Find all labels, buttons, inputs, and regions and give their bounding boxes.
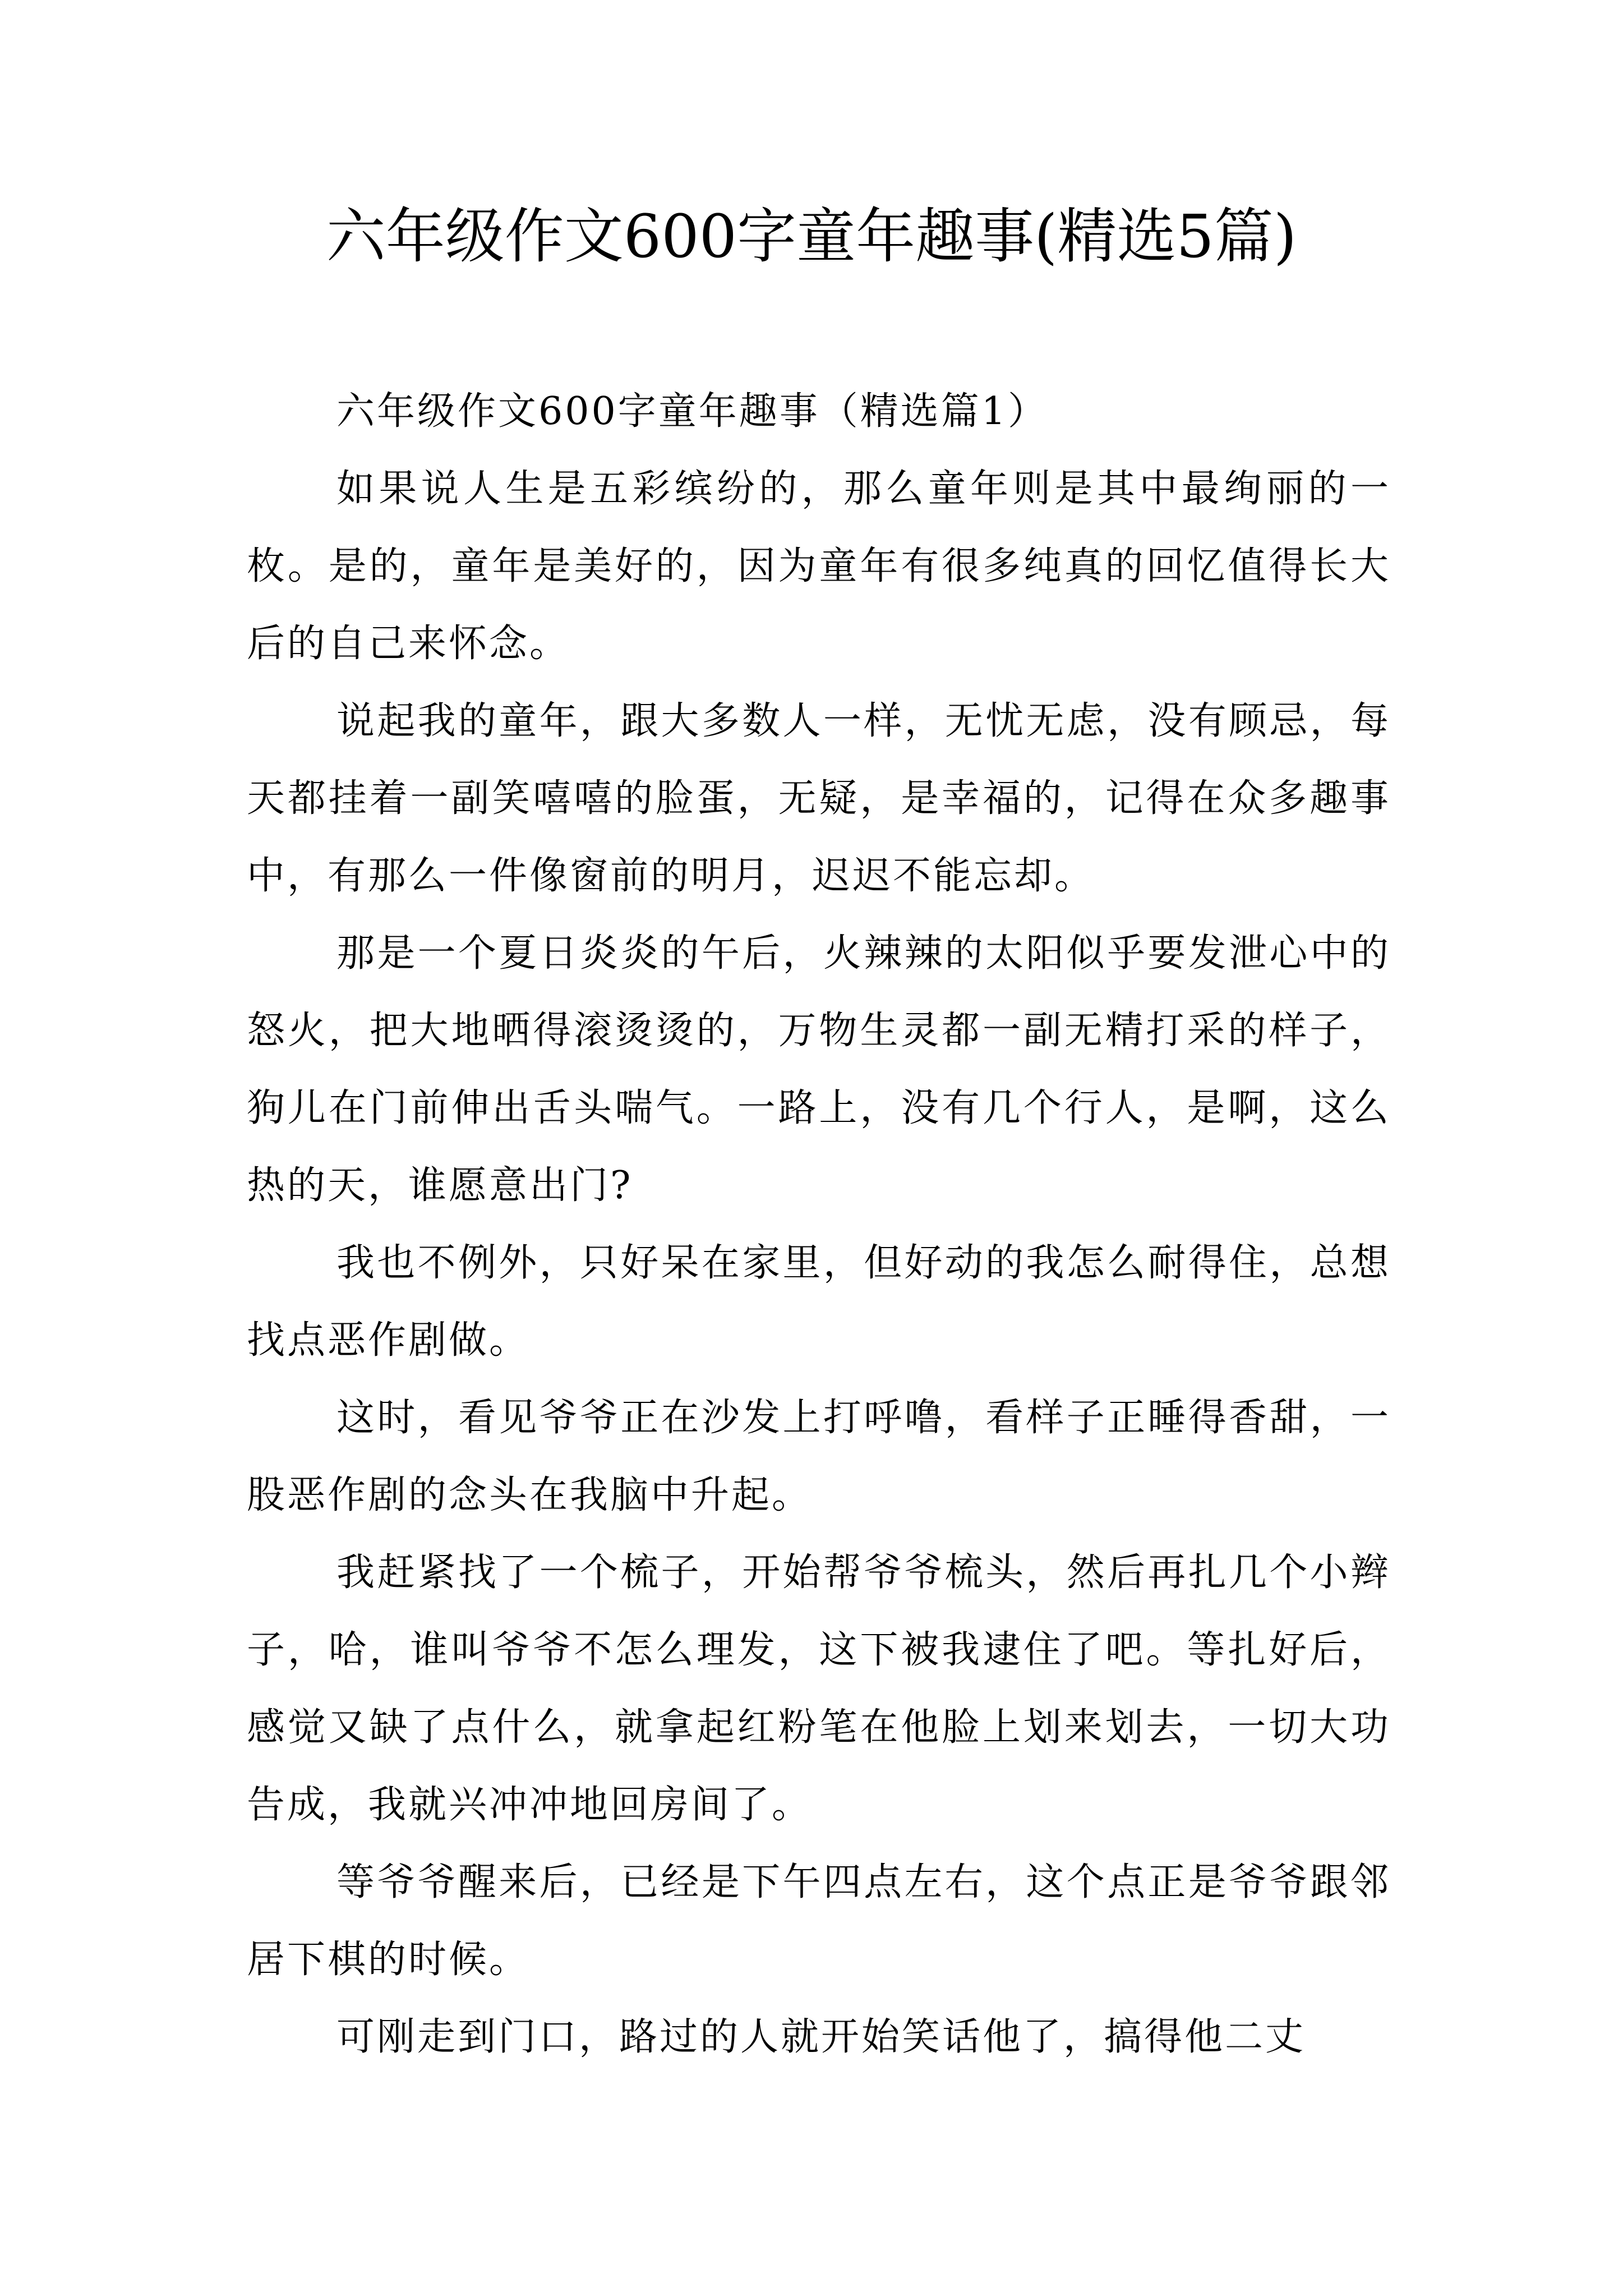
- paragraph: 如果说人生是五彩缤纷的，那么童年则是其中最绚丽的一枚。是的，童年是美好的，因为童年有很多纯真的回忆值得长大后的自己来怀念。: [247, 467, 1391, 666]
- document-body: [247, 373, 1391, 2076]
- paragraph: 说起我的童年，跟大多数人一样，无忧无虑，没有顾忌，每天都挂着一副笑嘻嘻的脸蛋，无疑，是幸福的，记得在众多趣事中，有那么一件像窗前的明月，迟迟不能忘却。: [247, 699, 1391, 898]
- paragraph: 我赶紧找了一个梳子，开始帮爷爷梳头，然后再扎几个小辫子，哈，谁叫爷爷不怎么理发，这下被我逮住了吧。等扎好后，感觉又缺了点什么，就拿起红粉笔在他脸上划来划去，一切大功告成，我就兴冲冲地回房间了。: [247, 1550, 1391, 1827]
- paragraph: 可刚走到门口，路过的人就开始笑话他了，搞得他二丈: [336, 2015, 1306, 2059]
- paragraph: 这时，看见爷爷正在沙发上打呼噜，看样子正睡得香甜，一股恶作剧的念头在我脑中升起。: [247, 1396, 1391, 1517]
- document-title: 六年级作文600字童年趣事(精选5篇): [326, 202, 1297, 271]
- section-heading: 六年级作文600字童年趣事（精选篇1）: [336, 389, 1049, 434]
- paragraph: 我也不例外，只好呆在家里，但好动的我怎么耐得住，总想找点恶作剧做。: [247, 1241, 1391, 1363]
- paragraph: 等爷爷醒来后，已经是下午四点左右，这个点正是爷爷跟邻居下棋的时候。: [247, 1860, 1391, 1982]
- paragraph: 那是一个夏日炎炎的午后，火辣辣的太阳似乎要发泄心中的怒火，把大地晒得滚烫烫的，万物生灵都一副无精打采的样子，狗儿在门前伸出舌头喘气。一路上，没有几个行人，是啊，这么热的天，谁愿意出门?: [247, 931, 1391, 1208]
